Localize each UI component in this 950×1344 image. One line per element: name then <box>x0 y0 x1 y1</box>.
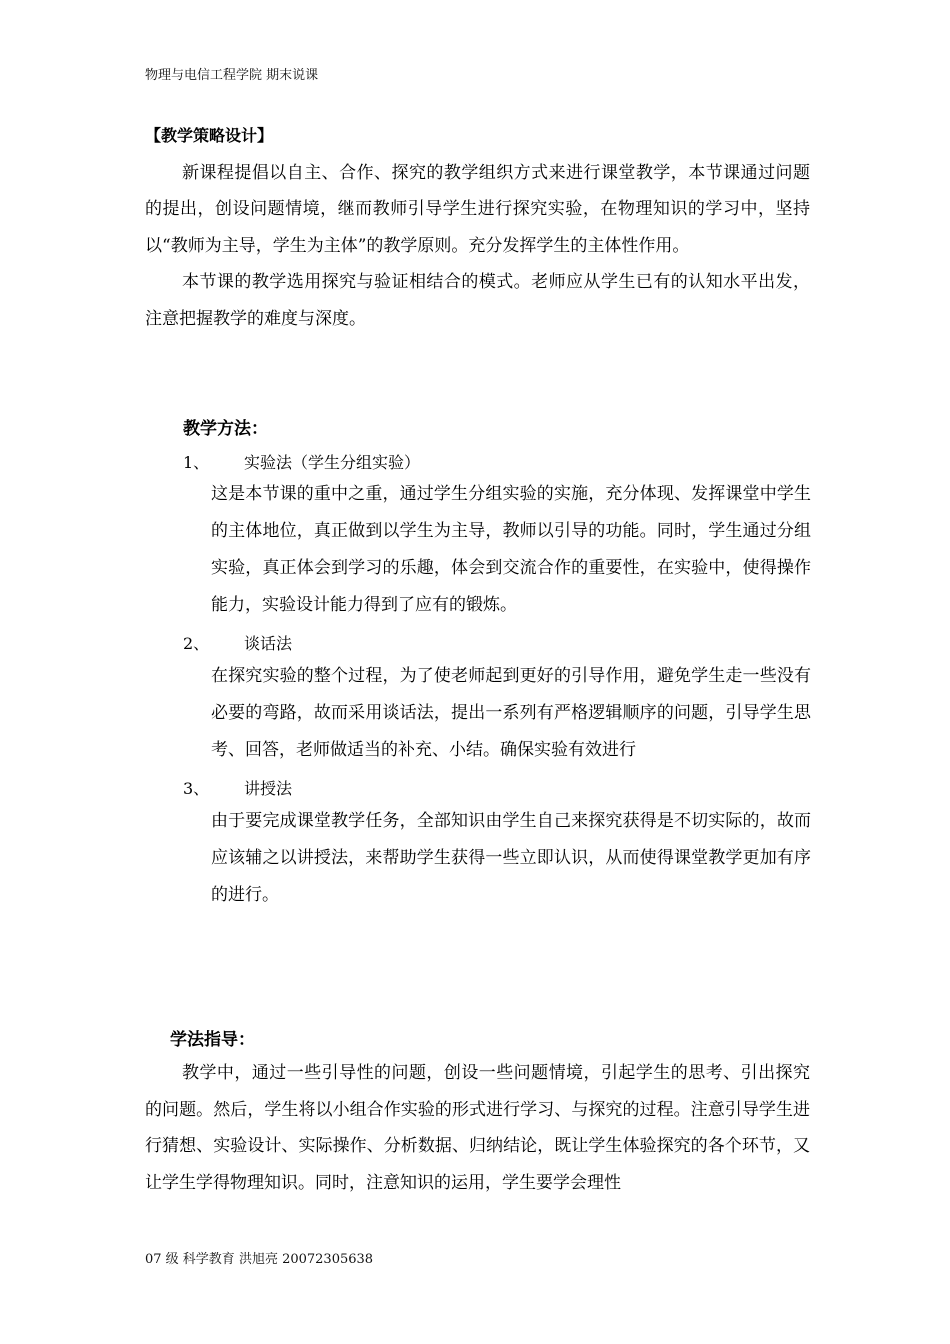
guidance-heading: 学法指导： <box>170 1030 255 1050</box>
methods-heading: 教学方法： <box>183 419 268 439</box>
method-3-number: 3、 <box>183 779 210 798</box>
method-2-number: 2、 <box>183 634 210 653</box>
method-3-description: 由于要完成课堂教学任务，全部知识由学生自己来探究获得是不切实际的，故而应该辅之以讲授法，来帮助学生获得一些立即认识，从而使得课堂教学更加有序的进行。 <box>211 811 811 905</box>
page-footer: 07 级 科学教育 洪旭亮 20072305638 <box>145 1252 374 1267</box>
strategy-paragraph-1: 新课程提倡以自主、合作、探究的教学组织方式来进行课堂教学，本节课通过问题的提出，创设问题情境，继而教师引导学生进行探究实验，在物理知识的学习中，坚持以“教师为主导，学生为主体”的教学原则。充分发挥学生的主体性作用。 <box>145 162 810 256</box>
method-1-number: 1、 <box>183 453 210 472</box>
method-1-name: 实验法（学生分组实验） <box>244 453 421 472</box>
guidance-paragraph: 教学中，通过一些引导性的问题，创设一些问题情境，引起学生的思考、引出探究的问题。然后，学生将以小组合作实验的形式进行学习、与探究的过程。注意引导学生进行猜想、实验设计、实际操作、分析数据、归纳结论，既让学生体验探究的各个环节，又让学生学得物理知识。同时，注意知识的运用，学生要学会理性 <box>145 1063 810 1193</box>
guidance-section <box>145 1055 810 1201</box>
method-3-name: 讲授法 <box>244 779 293 798</box>
page-header: 物理与电信工程学院 期末说课 <box>145 68 319 83</box>
method-2-description: 在探究实验的整个过程，为了使老师起到更好的引导作用，避免学生走一些没有必要的弯路，故而采用谈话法，提出一系列有严格逻辑顺序的问题，引导学生思考、回答，老师做适当的补充、小结。确保实验有效进行 <box>211 666 811 760</box>
strategy-section <box>145 118 810 337</box>
method-1-description: 这是本节课的重中之重，通过学生分组实验的实施，充分体现、发挥课堂中学生的主体地位，真正做到以学生为主导，教师以引导的功能。同时，学生通过分组实验，真正体会到学习的乐趣，体会到交流合作的重要性，在实验中，使得操作能力，实验设计能力得到了应有的锻炼。 <box>211 484 811 615</box>
strategy-paragraph-2: 本节课的教学选用探究与验证相结合的模式。老师应从学生已有的认知水平出发，注意把握教学的难度与深度。 <box>145 272 810 329</box>
strategy-heading: 【教学策略设计】 <box>145 126 274 145</box>
method-2-name: 谈话法 <box>244 634 293 653</box>
